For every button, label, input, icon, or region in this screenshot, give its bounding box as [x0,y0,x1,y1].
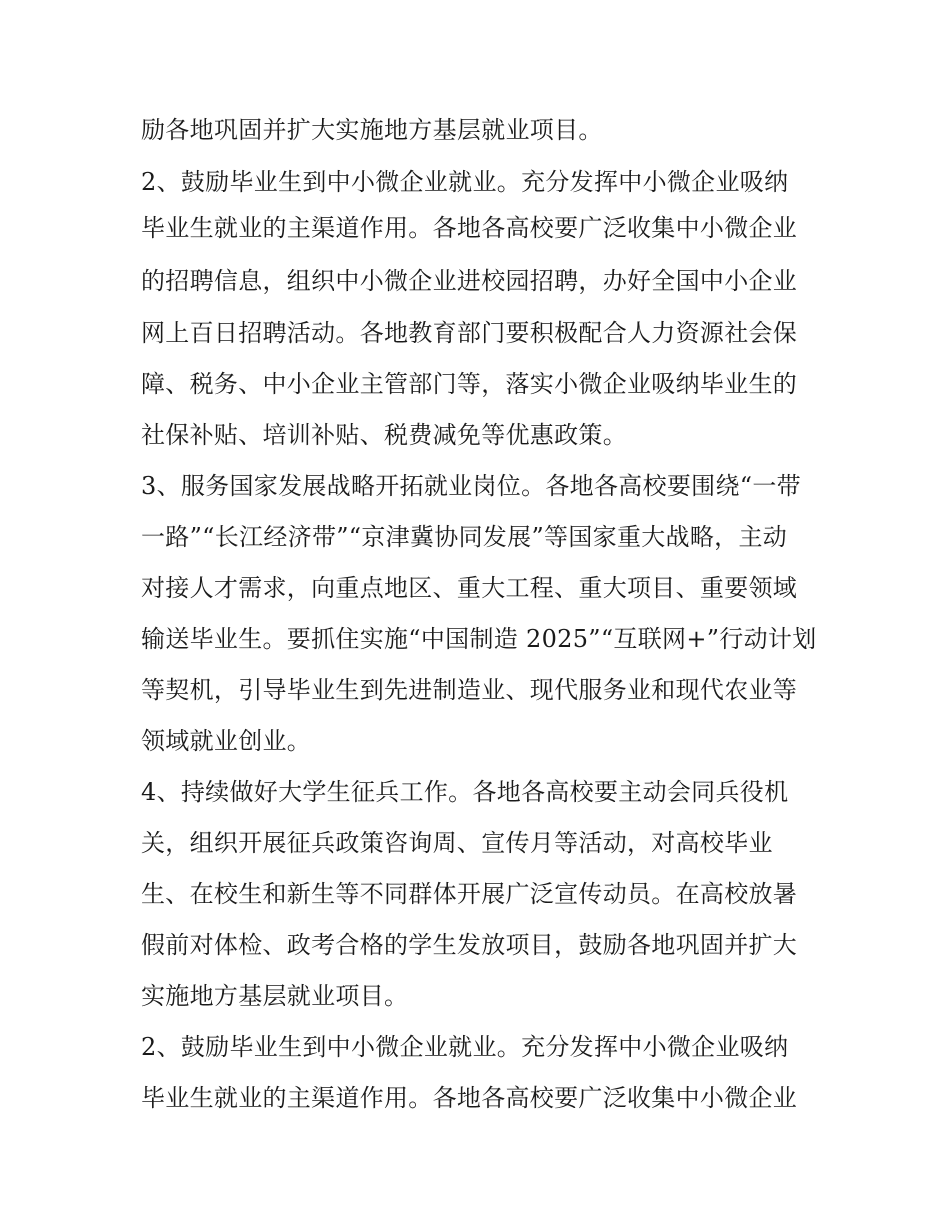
text-line: 关，组织开展征兵政策咨询周、宣传月等活动，对高校毕业 [141,829,773,857]
text-line: 4、持续做好大学生征兵工作。各地各高校要主动会同兵役机 [141,778,789,806]
text-line: 对接人才需求，向重点地区、重大工程、重大项目、重要领域 [141,574,798,602]
text-line: 生、在校生和新生等不同群体开展广泛宣传动员。在高校放暑 [141,880,798,908]
text-line: 励各地巩固并扩大实施地方基层就业项目。 [141,116,603,144]
text-line: 实施地方基层就业项目。 [141,982,409,1010]
text-line: 3、服务国家发展战略开拓就业岗位。各地各高校要围绕“一带 [141,472,801,500]
text-line: 2、鼓励毕业生到中小微企业就业。充分发挥中小微企业吸纳 [141,1033,789,1061]
text-line: 毕业生就业的主渠道作用。各地各高校要广泛收集中小微企业 [141,214,798,242]
text-line: 输送毕业生。要抓住实施“中国制造 2025”“互联网+”行动计划 [141,625,817,653]
text-line: 障、税务、中小企业主管部门等，落实小微企业吸纳毕业生的 [141,370,798,398]
text-line: 毕业生就业的主渠道作用。各地各高校要广泛收集中小微企业 [141,1084,798,1112]
text-line: 网上百日招聘活动。各地教育部门要积极配合人力资源社会保 [141,319,798,347]
text-line: 社保补贴、培训补贴、税费减免等优惠政策。 [141,421,627,449]
text-line: 2、鼓励毕业生到中小微企业就业。充分发挥中小微企业吸纳 [141,168,789,196]
text-line: 领域就业创业。 [141,727,312,755]
text-line: 假前对体检、政考合格的学生发放项目，鼓励各地巩固并扩大 [141,931,798,959]
text-line: 等契机，引导毕业生到先进制造业、现代服务业和现代农业等 [141,676,798,704]
text-line: 一路”“长江经济带”“京津冀协同发展”等国家重大战略，主动 [141,523,788,551]
text-line: 的招聘信息，组织中小微企业进校园招聘，办好全国中小企业 [141,267,798,295]
